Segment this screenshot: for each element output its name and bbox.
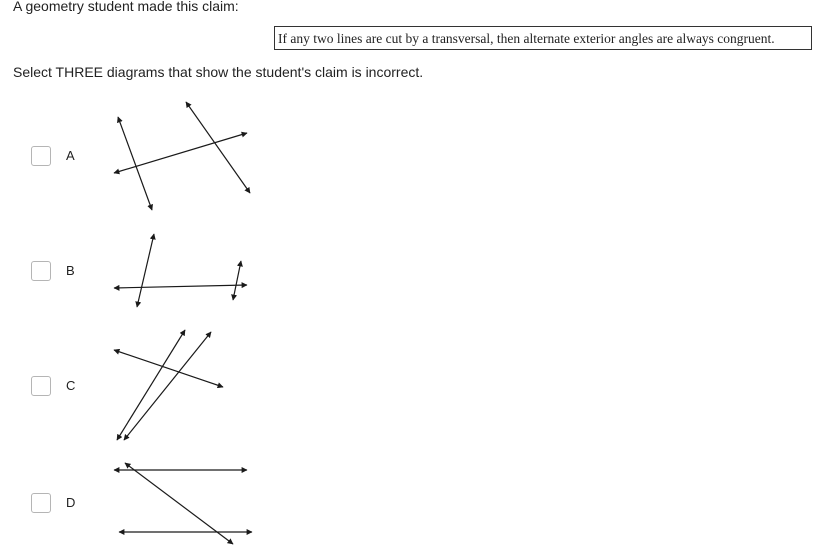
- claim-box: If any two lines are cut by a transversal, then alternate exterior angles are always congruent.: [274, 26, 812, 50]
- diagram-b-transversal: [114, 285, 247, 288]
- checkbox-d[interactable]: [31, 493, 51, 513]
- option-b-label: B: [66, 263, 75, 278]
- option-b[interactable]: [0, 261, 300, 281]
- checkbox-b[interactable]: [31, 261, 51, 281]
- option-a-label: A: [66, 148, 75, 163]
- option-c-label: C: [66, 378, 76, 393]
- option-a[interactable]: [0, 146, 300, 166]
- option-d[interactable]: [0, 493, 300, 513]
- option-d-label: D: [66, 495, 76, 510]
- instruction-text: Select THREE diagrams that show the student's claim is incorrect.: [13, 64, 424, 80]
- checkbox-a[interactable]: [31, 146, 51, 166]
- option-c[interactable]: [0, 376, 300, 396]
- checkbox-c[interactable]: [31, 376, 51, 396]
- question-intro: A geometry student made this claim:: [13, 0, 239, 14]
